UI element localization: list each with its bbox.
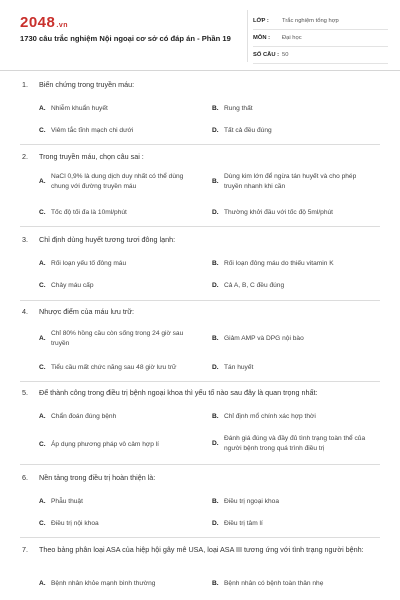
option-a[interactable]: A. Nhiễm khuẩn huyết — [39, 105, 108, 112]
meta-row-count — [253, 47, 388, 64]
meta-value: Trắc nghiệm tổng hợp — [282, 18, 339, 24]
document-header — [0, 0, 400, 71]
meta-key: MÔN : — [253, 35, 271, 41]
question-stem: 6. Nền tảng trong điều trị hoàn thiện là: — [22, 473, 156, 482]
question-divider — [20, 381, 380, 382]
option-d[interactable]: D. Tán huyết — [212, 364, 254, 371]
option-b[interactable]: B. Điều trị ngoại khoa — [212, 498, 279, 505]
question-stem: 1. Biến chứng trong truyền máu: — [22, 80, 135, 89]
option-d[interactable]: D. Điều trị tâm lí — [212, 520, 263, 527]
option-d[interactable]: D. Thường khởi đầu với tốc độ 5ml/phút — [212, 209, 334, 216]
meta-value: 50 — [282, 52, 289, 58]
meta-value: Đại học — [282, 35, 302, 41]
option-a[interactable]: A. Bệnh nhân khỏe mạnh bình thường — [39, 580, 156, 587]
option-a[interactable]: A. Rối loạn yếu tố đông máu — [39, 260, 127, 267]
option-a[interactable]: A. Chỉ 80% hồng cầu còn sống trong 24 giờ sau truyền — [39, 330, 184, 347]
option-a[interactable]: A. Phẫu thuật — [39, 498, 83, 505]
option-b[interactable]: B. Giảm AMP và DPG nội bào — [212, 335, 304, 342]
option-b[interactable]: B. Rung thất — [212, 105, 253, 112]
meta-row-subject — [253, 30, 388, 47]
question-stem: 7. Theo bảng phân loại ASA của hiệp hội gây mê USA, loại ASA III tương ứng với tình trạng người bệnh: — [22, 545, 364, 554]
meta-row-class — [253, 13, 388, 30]
question-stem: 2. Trong truyền máu, chọn câu sai : — [22, 152, 144, 161]
option-c[interactable]: C. Viêm tắc tĩnh mạch chi dưới — [39, 127, 134, 134]
site-logo[interactable]: 2048.vn — [20, 14, 68, 31]
option-b[interactable]: B. Bệnh nhân có bệnh toàn thân nhẹ — [212, 580, 324, 587]
option-b[interactable]: B. Rối loạn đông máu do thiếu vitamin K — [212, 260, 334, 267]
option-d[interactable]: D. Đánh giá đúng và đầy đủ tình trạng toàn thể của người bệnh trong quá trình điều trị — [212, 435, 366, 452]
question-divider — [20, 537, 380, 538]
option-d[interactable]: D. Tất cả đều đúng — [212, 127, 272, 134]
option-d[interactable]: D. Cả A, B, C đều đúng — [212, 282, 285, 289]
option-a[interactable]: A. Chẩn đoán đúng bệnh — [39, 413, 117, 420]
option-c[interactable]: C. Chảy máu cấp — [39, 282, 94, 289]
option-c[interactable]: C. Điều trị nội khoa — [39, 520, 99, 527]
option-b[interactable]: B. Dùng kim lớn để ngừa tán huyết và cho phép truyền nhanh khi cần — [212, 173, 357, 190]
meta-key: SỐ CÂU : — [253, 52, 280, 58]
question-divider — [20, 464, 380, 465]
question-stem: 5. Để thành công trong điều trị bệnh ngoại khoa thì yếu tố nào sau đây là quan trọng nhất: — [22, 388, 318, 397]
option-c[interactable]: C. Tốc độ tối đa là 10ml/phút — [39, 209, 127, 216]
meta-key: LỚP : — [253, 18, 269, 24]
option-b[interactable]: B. Chỉ định mổ chính xác hợp thời — [212, 413, 316, 420]
header-divider — [247, 10, 248, 62]
option-c[interactable]: C. Tiểu cầu mất chức năng sau 48 giờ lưu trữ — [39, 364, 177, 371]
question-divider — [20, 226, 380, 227]
question-divider — [20, 144, 380, 145]
option-a[interactable]: A. NaCl 0,9% là dung dịch duy nhất có thể dùng chung với đường truyền máu — [39, 173, 184, 190]
option-c[interactable]: C. Áp dụng phương pháp vô cảm hợp lí — [39, 441, 160, 448]
page-title: 1730 câu trắc nghiệm Nội ngoại cơ sở có đáp án - Phần 19 — [20, 34, 231, 43]
meta-table — [253, 13, 388, 64]
question-stem: 4. Nhược điểm của máu lưu trữ: — [22, 307, 135, 316]
question-divider — [20, 300, 380, 301]
question-stem: 3. Chỉ định dùng huyết tương tươi đông lạnh: — [22, 235, 176, 244]
